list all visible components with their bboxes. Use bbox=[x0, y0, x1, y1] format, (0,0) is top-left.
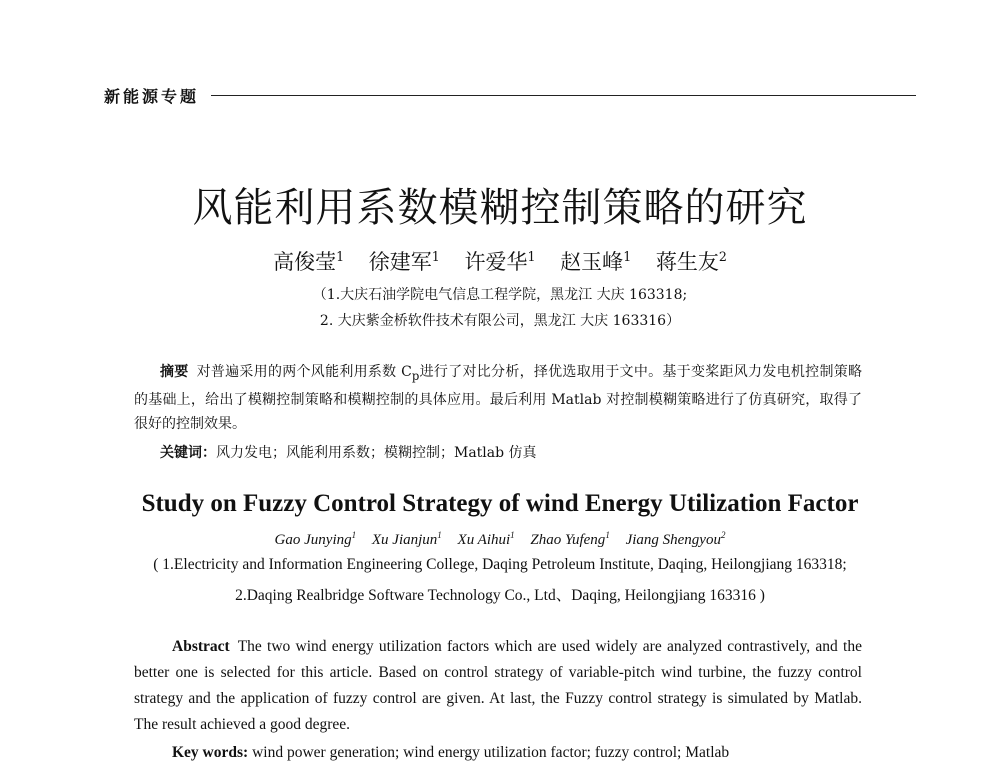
author-en bbox=[372, 532, 442, 548]
section-label: 新能源专题 bbox=[104, 86, 200, 106]
author-en-name: Gao Junying bbox=[274, 532, 352, 548]
abstract-cn-text-2: 进行了对比分析，择优选取用于文中。基于变桨距风力发电机控制策略的基础上，给出了模糊控制策略和模糊控制的具体应用。最后利用 Matlab 对控制模糊策略进行了仿真研究，取得了很好的控制效果。 bbox=[134, 364, 863, 432]
author-cn bbox=[560, 250, 631, 274]
author-en-name: Xu Jianjun bbox=[371, 532, 438, 548]
author-en-name: Xu Aihui bbox=[457, 532, 511, 548]
author-cn-name: 许爱华 bbox=[464, 250, 528, 274]
abstract-chinese bbox=[134, 360, 862, 436]
author-cn-name: 蒋生友 bbox=[655, 250, 719, 274]
keywords-cn-label: 关键词： bbox=[160, 445, 216, 461]
author-cn-sup: 1 bbox=[431, 249, 440, 264]
section-header bbox=[104, 84, 916, 106]
author-en bbox=[626, 532, 726, 548]
abstract-cn-text-1: 对普遍采用的两个风能利用系数 C bbox=[196, 364, 412, 380]
author-en-name: Jiang Shengyou bbox=[625, 532, 721, 548]
keywords-cn-text: 风力发电；风能利用系数；模糊控制；Matlab 仿真 bbox=[216, 445, 537, 461]
affiliation-cn-line1: （1.大庆石油学院电气信息工程学院，黑龙江 大庆 163318; bbox=[312, 287, 688, 303]
abstract-english bbox=[134, 634, 862, 738]
title-english: Study on Fuzzy Control Strategy of wind Energy Utilization Factor bbox=[141, 490, 859, 517]
author-cn-sup: 2 bbox=[718, 249, 727, 264]
author-en bbox=[530, 532, 609, 548]
affiliation-en-line2: 2.Daqing Realbridge Software Technology Co., Ltd、Daqing, Heilongjiang 163316 ) bbox=[235, 587, 765, 604]
keywords-chinese bbox=[160, 442, 537, 462]
abstract-en-text: The two wind energy utilization factors which are used widely are analyzed contrastively, and the better one is selected for this article. Based on control strategy of variable-pitch wind turbine, the fuzzy control strategy and the application of fuzzy control are given. At last, the Fuzzy control strategy is simulated by Matlab. The result achieved a good degree. bbox=[134, 638, 862, 733]
authors-english bbox=[0, 530, 1000, 549]
affiliation-en-line1: ( 1.Electricity and Information Engineering College, Daqing Petroleum Institute, Daqing, Heilongjiang 163318; bbox=[153, 556, 847, 573]
author-en-sup: 1 bbox=[351, 530, 357, 540]
abstract-en-label: Abstract bbox=[172, 638, 230, 655]
title-chinese: 风能利用系数模糊控制策略的研究 bbox=[192, 185, 808, 231]
author-cn-sup: 1 bbox=[527, 249, 536, 264]
author-en bbox=[275, 532, 357, 548]
author-cn-name: 徐建军 bbox=[368, 250, 432, 274]
author-cn bbox=[273, 250, 344, 274]
keywords-en-label: Key words: bbox=[172, 744, 249, 761]
author-cn bbox=[464, 250, 535, 274]
author-cn-name: 赵玉峰 bbox=[560, 250, 624, 274]
author-cn bbox=[369, 250, 440, 274]
author-cn-name: 高俊莹 bbox=[273, 250, 337, 274]
header-divider bbox=[211, 95, 916, 96]
author-en-sup: 1 bbox=[605, 530, 610, 540]
keywords-en-text: wind power generation; wind energy utilization factor; fuzzy control; Matlab bbox=[252, 744, 730, 761]
author-en-sup: 2 bbox=[720, 530, 726, 540]
author-en bbox=[458, 532, 515, 548]
authors-chinese bbox=[0, 246, 1000, 276]
author-en-name: Zhao Yufeng bbox=[530, 532, 606, 548]
abstract-cn-label: 摘要 bbox=[160, 364, 189, 380]
author-en-sup: 1 bbox=[437, 530, 442, 540]
keywords-english bbox=[172, 744, 872, 762]
abstract-cn-subscript: p bbox=[411, 368, 420, 383]
author-cn-sup: 1 bbox=[336, 249, 345, 264]
affiliation-cn-line2: 2. 大庆紫金桥软件技术有限公司，黑龙江 大庆 163316） bbox=[319, 313, 681, 329]
author-cn bbox=[656, 250, 727, 274]
author-cn-sup: 1 bbox=[623, 249, 632, 264]
author-en-sup: 1 bbox=[510, 530, 515, 540]
